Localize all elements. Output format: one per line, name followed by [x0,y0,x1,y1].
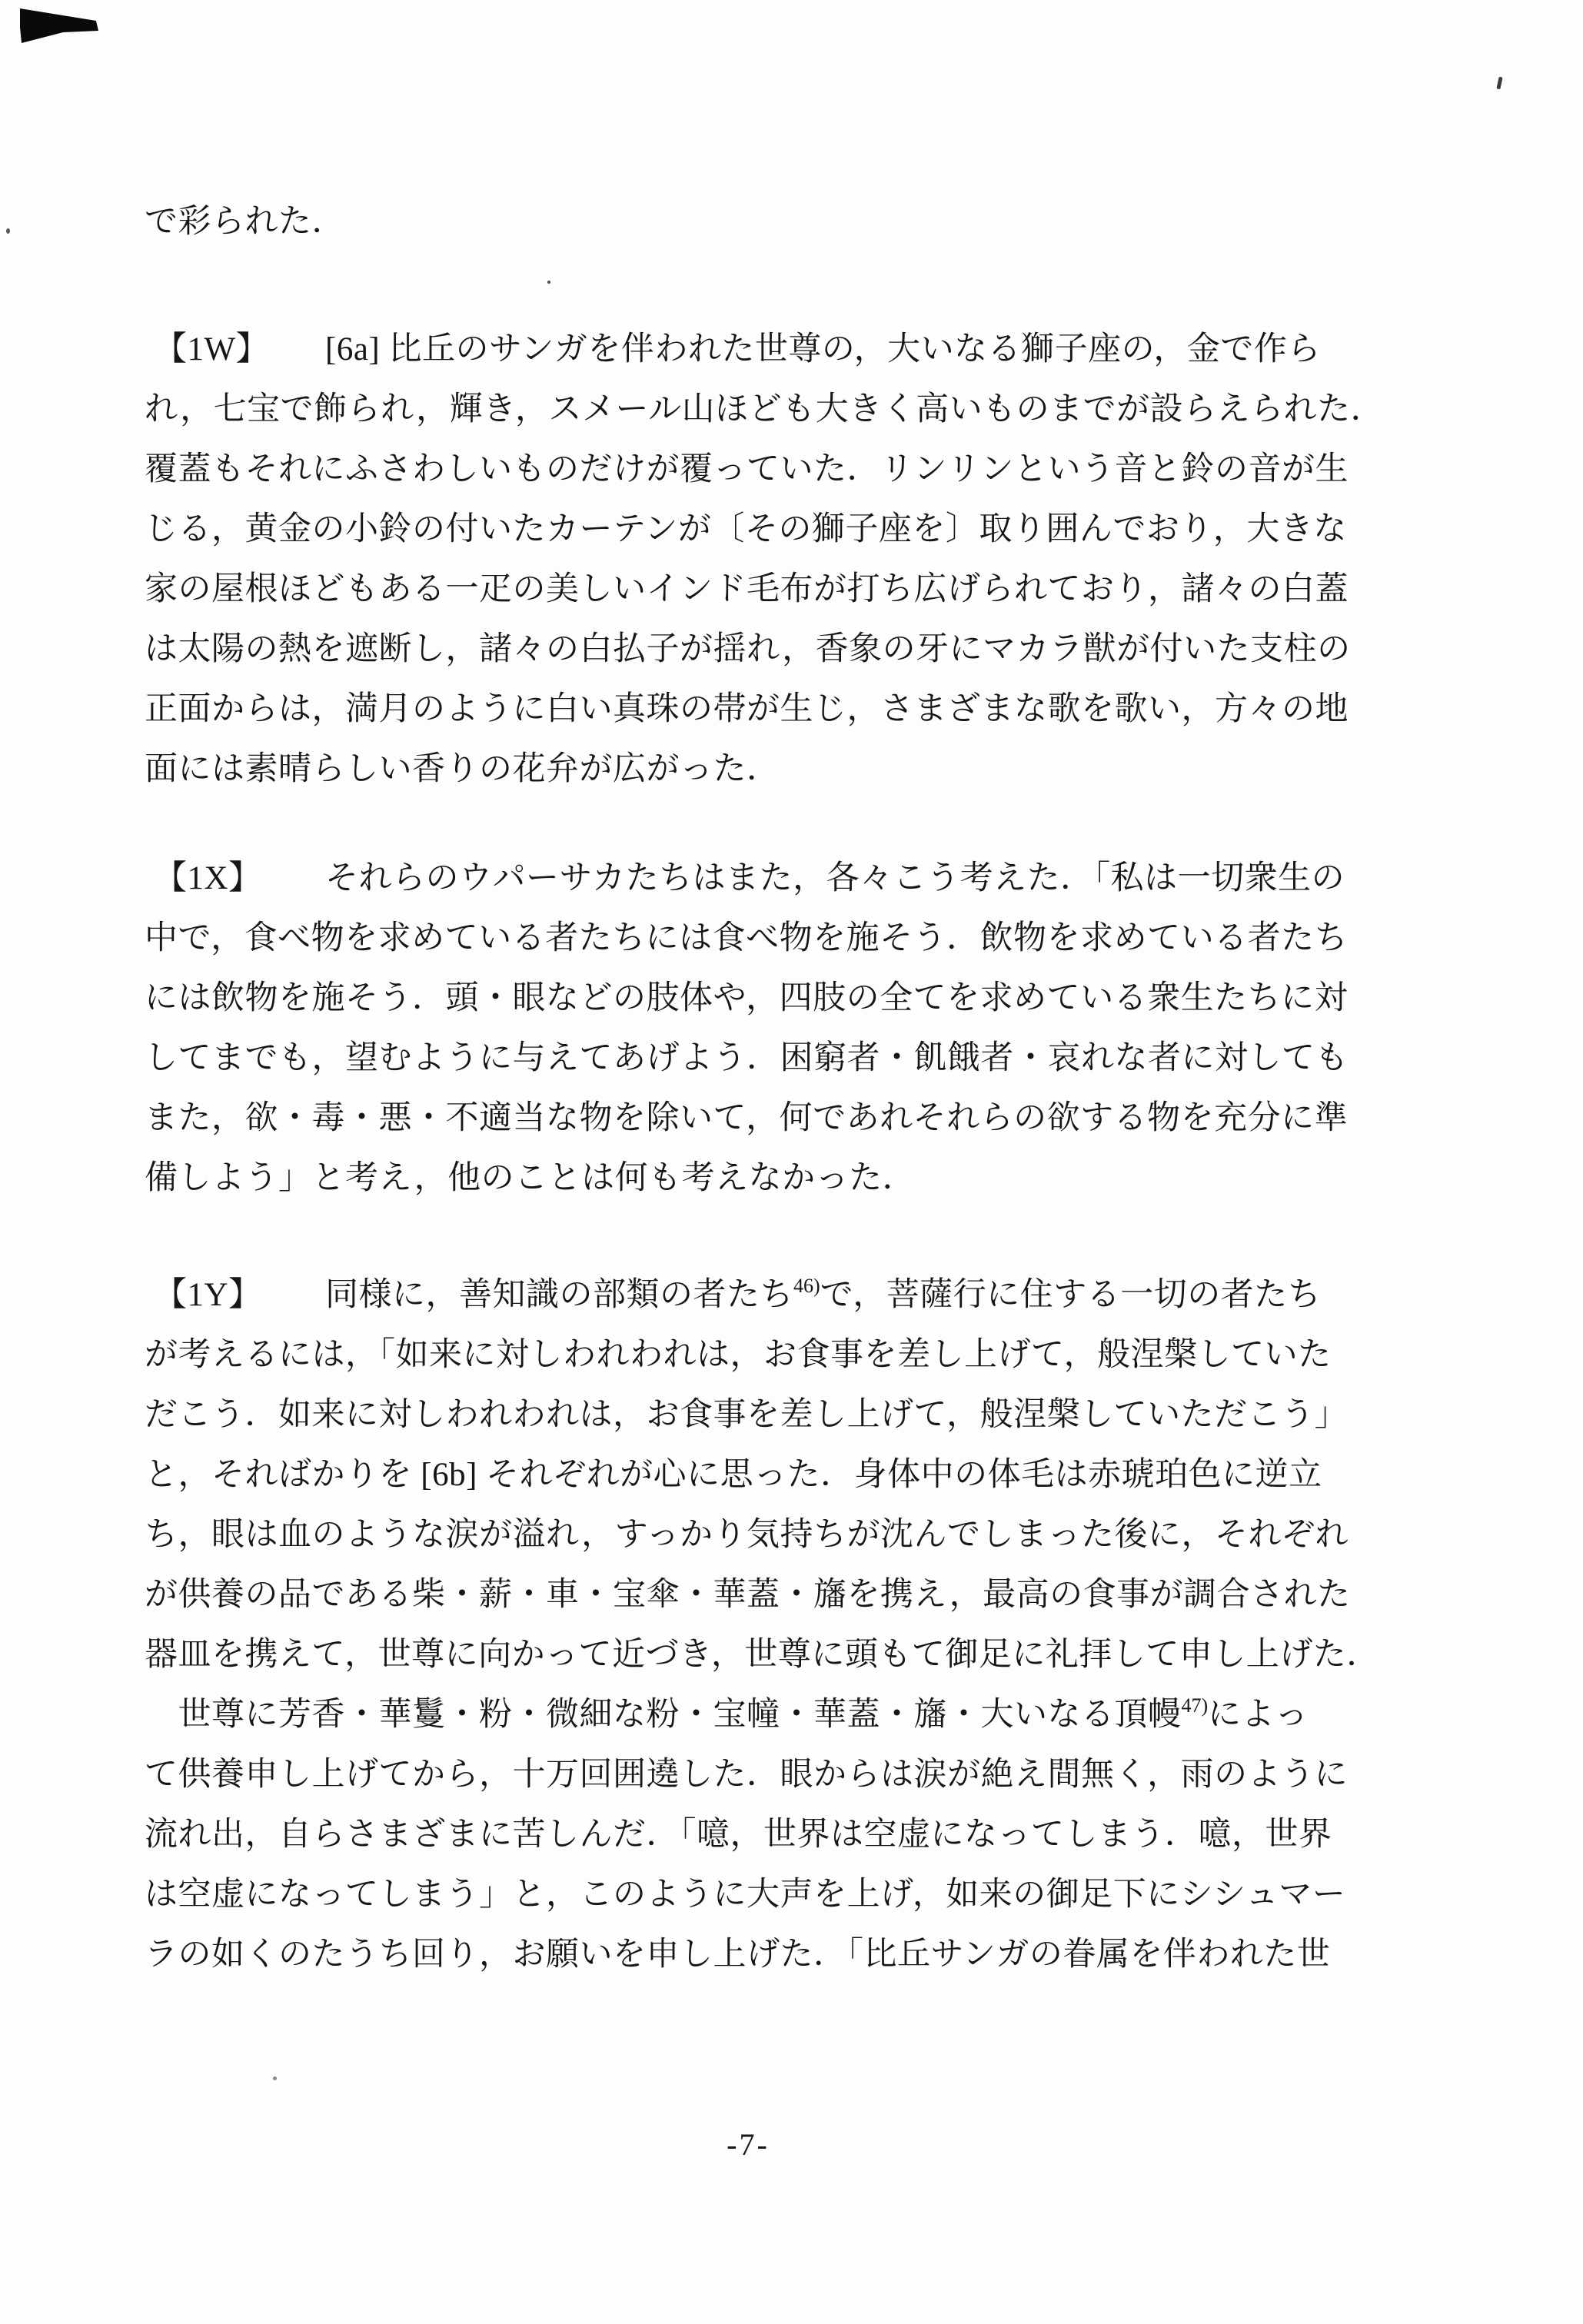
text-line: 備しよう」と考え，他のことは何も考えなかった． [145,1160,916,1196]
text-line: は空虚になってしまう」と，このように大声を上げ，如来の御足下にシシュマー [145,1877,1346,1913]
text-line: は太陽の熱を遮断し，諸々の白払子が揺れ，香象の牙にマカラ獣が付いた支柱の [145,631,1351,667]
text-segment: 世尊に芳香・華鬘・粉・微細な粉・宝幢・華蓋・旛・大いなる頂幔 [145,1697,1182,1733]
text-line: 正面からは，満月のように白い真珠の帯が生じ，さまざまな歌を歌い，方々の地 [145,691,1349,727]
paragraph-1w [145,320,1452,800]
text-segment: で，菩薩行に住する一切の者たち [820,1277,1322,1313]
scan-artifact-corner-mark [20,6,98,45]
text-line: じる，黄金の小鈴の付いたカーテンが〔その獅子座を〕取り囲んでおり，大きな [145,511,1347,547]
paragraph-1x [145,849,1452,1209]
text-line: 覆蓋もそれにふさわしいものだけが覆っていた．リンリンという音と鈴の音が生 [145,451,1349,487]
section-label-1x: 【1X】 [154,860,262,896]
page-body-text [145,192,1452,2175]
section-label-1w: 【1W】 [154,331,270,367]
text-line: 面には素晴らしい香りの花弁が広がった． [145,751,780,787]
text-line: が考えるには，「如来に対しわれわれは，お食事を差し上げて，般涅槃していた [145,1337,1332,1373]
text-line: が供養の品である柴・薪・車・宝傘・華蓋・旛を携え，最高の食事が調合された [145,1577,1351,1613]
text-line: 中で，食べ物を求めている者たちには食べ物を施そう．飲物を求めている者たち [145,920,1349,956]
text-segment: それらのウパーサカたちはまた，各々こう考えた．「私は一切衆生の [325,860,1345,896]
text-line: れ，七宝で飾られ，輝き，スメール山ほども大きく高いものまでが設らえられた． [145,391,1385,427]
text-line: また，欲・毒・悪・不適当な物を除いて，何であれそれらの欲する物を充分に準 [145,1100,1349,1136]
text-line: ち，眼は血のような涙が溢れ，すっかり気持ちが沈んでしまった後に，それぞれ [145,1517,1349,1553]
text-line: と，そればかりを [6b] それぞれが心に思った．身体中の体毛は赤琥珀色に逆立 [145,1457,1322,1493]
text-line: 家の屋根ほどもある一疋の美しいインド毛布が打ち広げられており，諸々の白蓋 [145,571,1349,607]
text-line: 器皿を携えて，世尊に向かって近づき，世尊に頭もて御足に礼拝して申し上げた． [145,1637,1380,1673]
scan-artifact-tick [1496,77,1502,90]
paragraph-1y [145,1265,1452,1985]
text-line: 流れ出，自らさまざまに苦しんだ．「噫，世界は空虚になってしまう．噫，世界 [145,1817,1332,1853]
text-segment: 同様に，善知識の部類の者たち [325,1277,793,1313]
text-line: て供養申し上げてから，十万回囲遶した．眼からは涙が絶え間無く，雨のように [145,1757,1349,1793]
scan-artifact-dot [6,228,10,234]
text-line: してまでも，望むように与えてあげよう．困窮者・飢餓者・哀れな者に対しても [145,1040,1349,1076]
paragraph-1w-first-line [145,320,1452,380]
section-label-1y: 【1Y】 [154,1277,262,1313]
paragraph-1x-first-line [145,849,1452,909]
page-number: -7- [727,2127,770,2162]
text-segment: [6a] 比丘のサンガを伴われた世尊の，大いなる獅子座の，金で作ら [325,331,1321,367]
footnote-ref-47: 47) [1181,1694,1209,1717]
text-line-indented [145,1685,1452,1745]
opening-line: で彩られた． [145,204,345,240]
text-line: だこう．如来に対しわれわれは，お食事を差し上げて，般涅槃していただこう」 [145,1397,1349,1433]
text-segment: によっ [1208,1697,1309,1733]
text-line: ラの如くのたうち回り，お願いを申し上げた．「比丘サンガの眷属を伴われた世 [145,1937,1331,1973]
footnote-ref-46: 46) [793,1275,820,1297]
text-line: には飲物を施そう．頭・眼などの肢体や，四肢の全てを求めている衆生たちに対 [145,980,1349,1016]
paragraph-1y-first-line [145,1265,1452,1325]
